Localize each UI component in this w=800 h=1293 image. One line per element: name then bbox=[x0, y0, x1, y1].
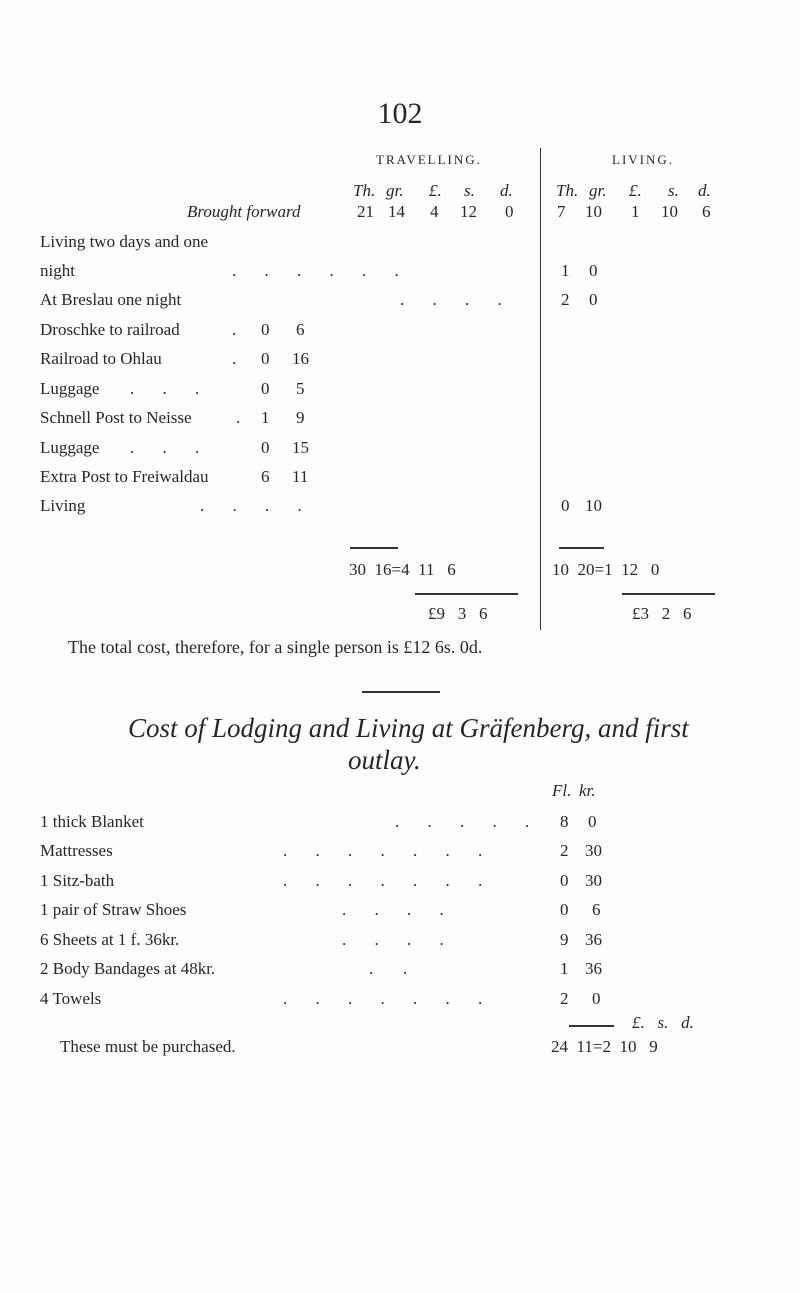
brought-forward-label: Brought forward bbox=[187, 202, 301, 221]
row-label: Luggage bbox=[40, 438, 100, 457]
bf-lv-th: 7 bbox=[557, 202, 566, 221]
bf-lv-d: 6 bbox=[702, 202, 711, 221]
item-dots: . . . . . . . bbox=[283, 841, 495, 860]
item-kr: 36 bbox=[585, 959, 602, 978]
tr-th: 0 bbox=[261, 320, 270, 339]
item-label: 2 Body Bandages at 48kr. bbox=[40, 959, 216, 978]
bf-tr-d: 0 bbox=[505, 202, 514, 221]
tr-subtotal: 30 16=4 11 6 bbox=[349, 560, 456, 579]
footer-total: 24 11=2 10 9 bbox=[551, 1037, 658, 1056]
item-fl: 1 bbox=[560, 959, 569, 978]
item-kr: 30 bbox=[585, 841, 602, 860]
unit-kr: kr. bbox=[579, 781, 596, 800]
row-label: Luggage bbox=[40, 379, 100, 398]
row-label: Droschke to railroad bbox=[40, 320, 180, 339]
item-fl: 8 bbox=[560, 812, 569, 831]
row-dots: . . . bbox=[130, 438, 212, 457]
living-header: LIVING. bbox=[612, 152, 675, 167]
tr-th: 0 bbox=[261, 379, 270, 398]
row-label: Living two days and one bbox=[40, 232, 209, 251]
bf-tr-th: 21 bbox=[357, 202, 374, 221]
item-kr: 36 bbox=[585, 930, 602, 949]
tr-gr: 16 bbox=[292, 349, 309, 368]
item-fl: 0 bbox=[560, 871, 569, 890]
item-dots: . . bbox=[369, 959, 408, 978]
row-dots: . . . . bbox=[400, 290, 514, 309]
row-label: Living bbox=[40, 496, 86, 515]
tr-unit-gr: gr. bbox=[386, 181, 404, 200]
lv-gr: 0 bbox=[589, 290, 598, 309]
row-dots: . . . . . . bbox=[232, 261, 411, 280]
tr-unit-s: s. bbox=[464, 181, 475, 200]
row-label: night bbox=[40, 261, 75, 280]
item-dots: . . . . . bbox=[395, 812, 542, 831]
lv-unit-s: s. bbox=[668, 181, 679, 200]
bf-lv-s: 10 bbox=[661, 202, 678, 221]
tr-gr: 5 bbox=[296, 379, 305, 398]
lv-th: 2 bbox=[561, 290, 570, 309]
item-dots: . . . . bbox=[342, 900, 456, 919]
bf-tr-s: 12 bbox=[460, 202, 477, 221]
lv-unit-d: d. bbox=[698, 181, 711, 200]
item-kr: 6 bbox=[592, 900, 601, 919]
bf-tr-l: 4 bbox=[430, 202, 439, 221]
tr-th: 6 bbox=[261, 467, 270, 486]
tr-unit-d: d. bbox=[500, 181, 513, 200]
tr-gr: 6 bbox=[296, 320, 305, 339]
lv-unit-th: Th. bbox=[556, 181, 579, 200]
row-label: Schnell Post to Neisse bbox=[40, 408, 192, 427]
tr-gr: 9 bbox=[296, 408, 305, 427]
lv-subtotal: 10 20=1 12 0 bbox=[552, 560, 660, 579]
total-rule bbox=[622, 593, 715, 595]
tr-th: 0 bbox=[261, 349, 270, 368]
item-fl: 9 bbox=[560, 930, 569, 949]
row-dots: . bbox=[232, 349, 237, 368]
total-rule bbox=[415, 593, 518, 595]
row-label: Extra Post to Freiwaldau bbox=[40, 467, 209, 486]
item-kr: 30 bbox=[585, 871, 602, 890]
sum-rule bbox=[569, 1025, 614, 1027]
subtotal-rule bbox=[559, 547, 604, 549]
item-fl: 0 bbox=[560, 900, 569, 919]
tr-th: 1 bbox=[261, 408, 270, 427]
lv-unit-l: £. bbox=[629, 181, 642, 200]
total-sentence: The total cost, therefore, for a single person is £12 6s. 0d. bbox=[68, 637, 483, 657]
tr-unit-th: Th. bbox=[353, 181, 376, 200]
footer-label: These must be purchased. bbox=[60, 1037, 236, 1056]
tr-gr: 15 bbox=[292, 438, 309, 457]
travelling-header: TRAVELLING. bbox=[376, 152, 482, 167]
item-dots: . . . . . . . bbox=[283, 989, 495, 1008]
row-label: Railroad to Ohlau bbox=[40, 349, 162, 368]
page-number: 102 bbox=[377, 97, 423, 130]
bf-lv-gr: 10 bbox=[585, 202, 602, 221]
item-label: Mattresses bbox=[40, 841, 113, 860]
item-label: 1 pair of Straw Shoes bbox=[40, 900, 187, 919]
item-label: 1 thick Blanket bbox=[40, 812, 144, 831]
section-divider bbox=[362, 691, 440, 693]
row-dots: . bbox=[236, 408, 241, 427]
tr-total: £9 3 6 bbox=[428, 604, 488, 623]
lv-gr: 10 bbox=[585, 496, 602, 515]
item-fl: 2 bbox=[560, 841, 569, 860]
lv-th: 0 bbox=[561, 496, 570, 515]
item-fl: 2 bbox=[560, 989, 569, 1008]
tr-gr: 11 bbox=[292, 467, 309, 486]
item-dots: . . . . . . . bbox=[283, 871, 495, 890]
column-divider bbox=[540, 148, 541, 630]
section-title: Cost of Lodging and Living at Gräfenberg, and first bbox=[128, 713, 689, 743]
lv-total: £3 2 6 bbox=[632, 604, 692, 623]
subtotal-rule bbox=[350, 547, 398, 549]
lv-gr: 0 bbox=[589, 261, 598, 280]
lv-unit-gr: gr. bbox=[589, 181, 607, 200]
section-title-cont: outlay. bbox=[348, 745, 421, 775]
lv-th: 1 bbox=[561, 261, 570, 280]
item-dots: . . . . bbox=[342, 930, 456, 949]
row-dots: . . . bbox=[130, 379, 212, 398]
row-dots: . bbox=[232, 320, 237, 339]
unit-fl: Fl. bbox=[552, 781, 572, 800]
item-kr: 0 bbox=[592, 989, 601, 1008]
sum-units: £. s. d. bbox=[632, 1013, 694, 1032]
item-kr: 0 bbox=[588, 812, 597, 831]
tr-unit-l: £. bbox=[429, 181, 442, 200]
row-dots: . . . . bbox=[200, 496, 314, 515]
item-label: 6 Sheets at 1 f. 36kr. bbox=[40, 930, 180, 949]
bf-lv-l: 1 bbox=[631, 202, 640, 221]
bf-tr-gr: 14 bbox=[388, 202, 405, 221]
row-label: At Breslau one night bbox=[40, 290, 182, 309]
item-label: 1 Sitz-bath bbox=[40, 871, 115, 890]
item-label: 4 Towels bbox=[40, 989, 102, 1008]
tr-th: 0 bbox=[261, 438, 270, 457]
